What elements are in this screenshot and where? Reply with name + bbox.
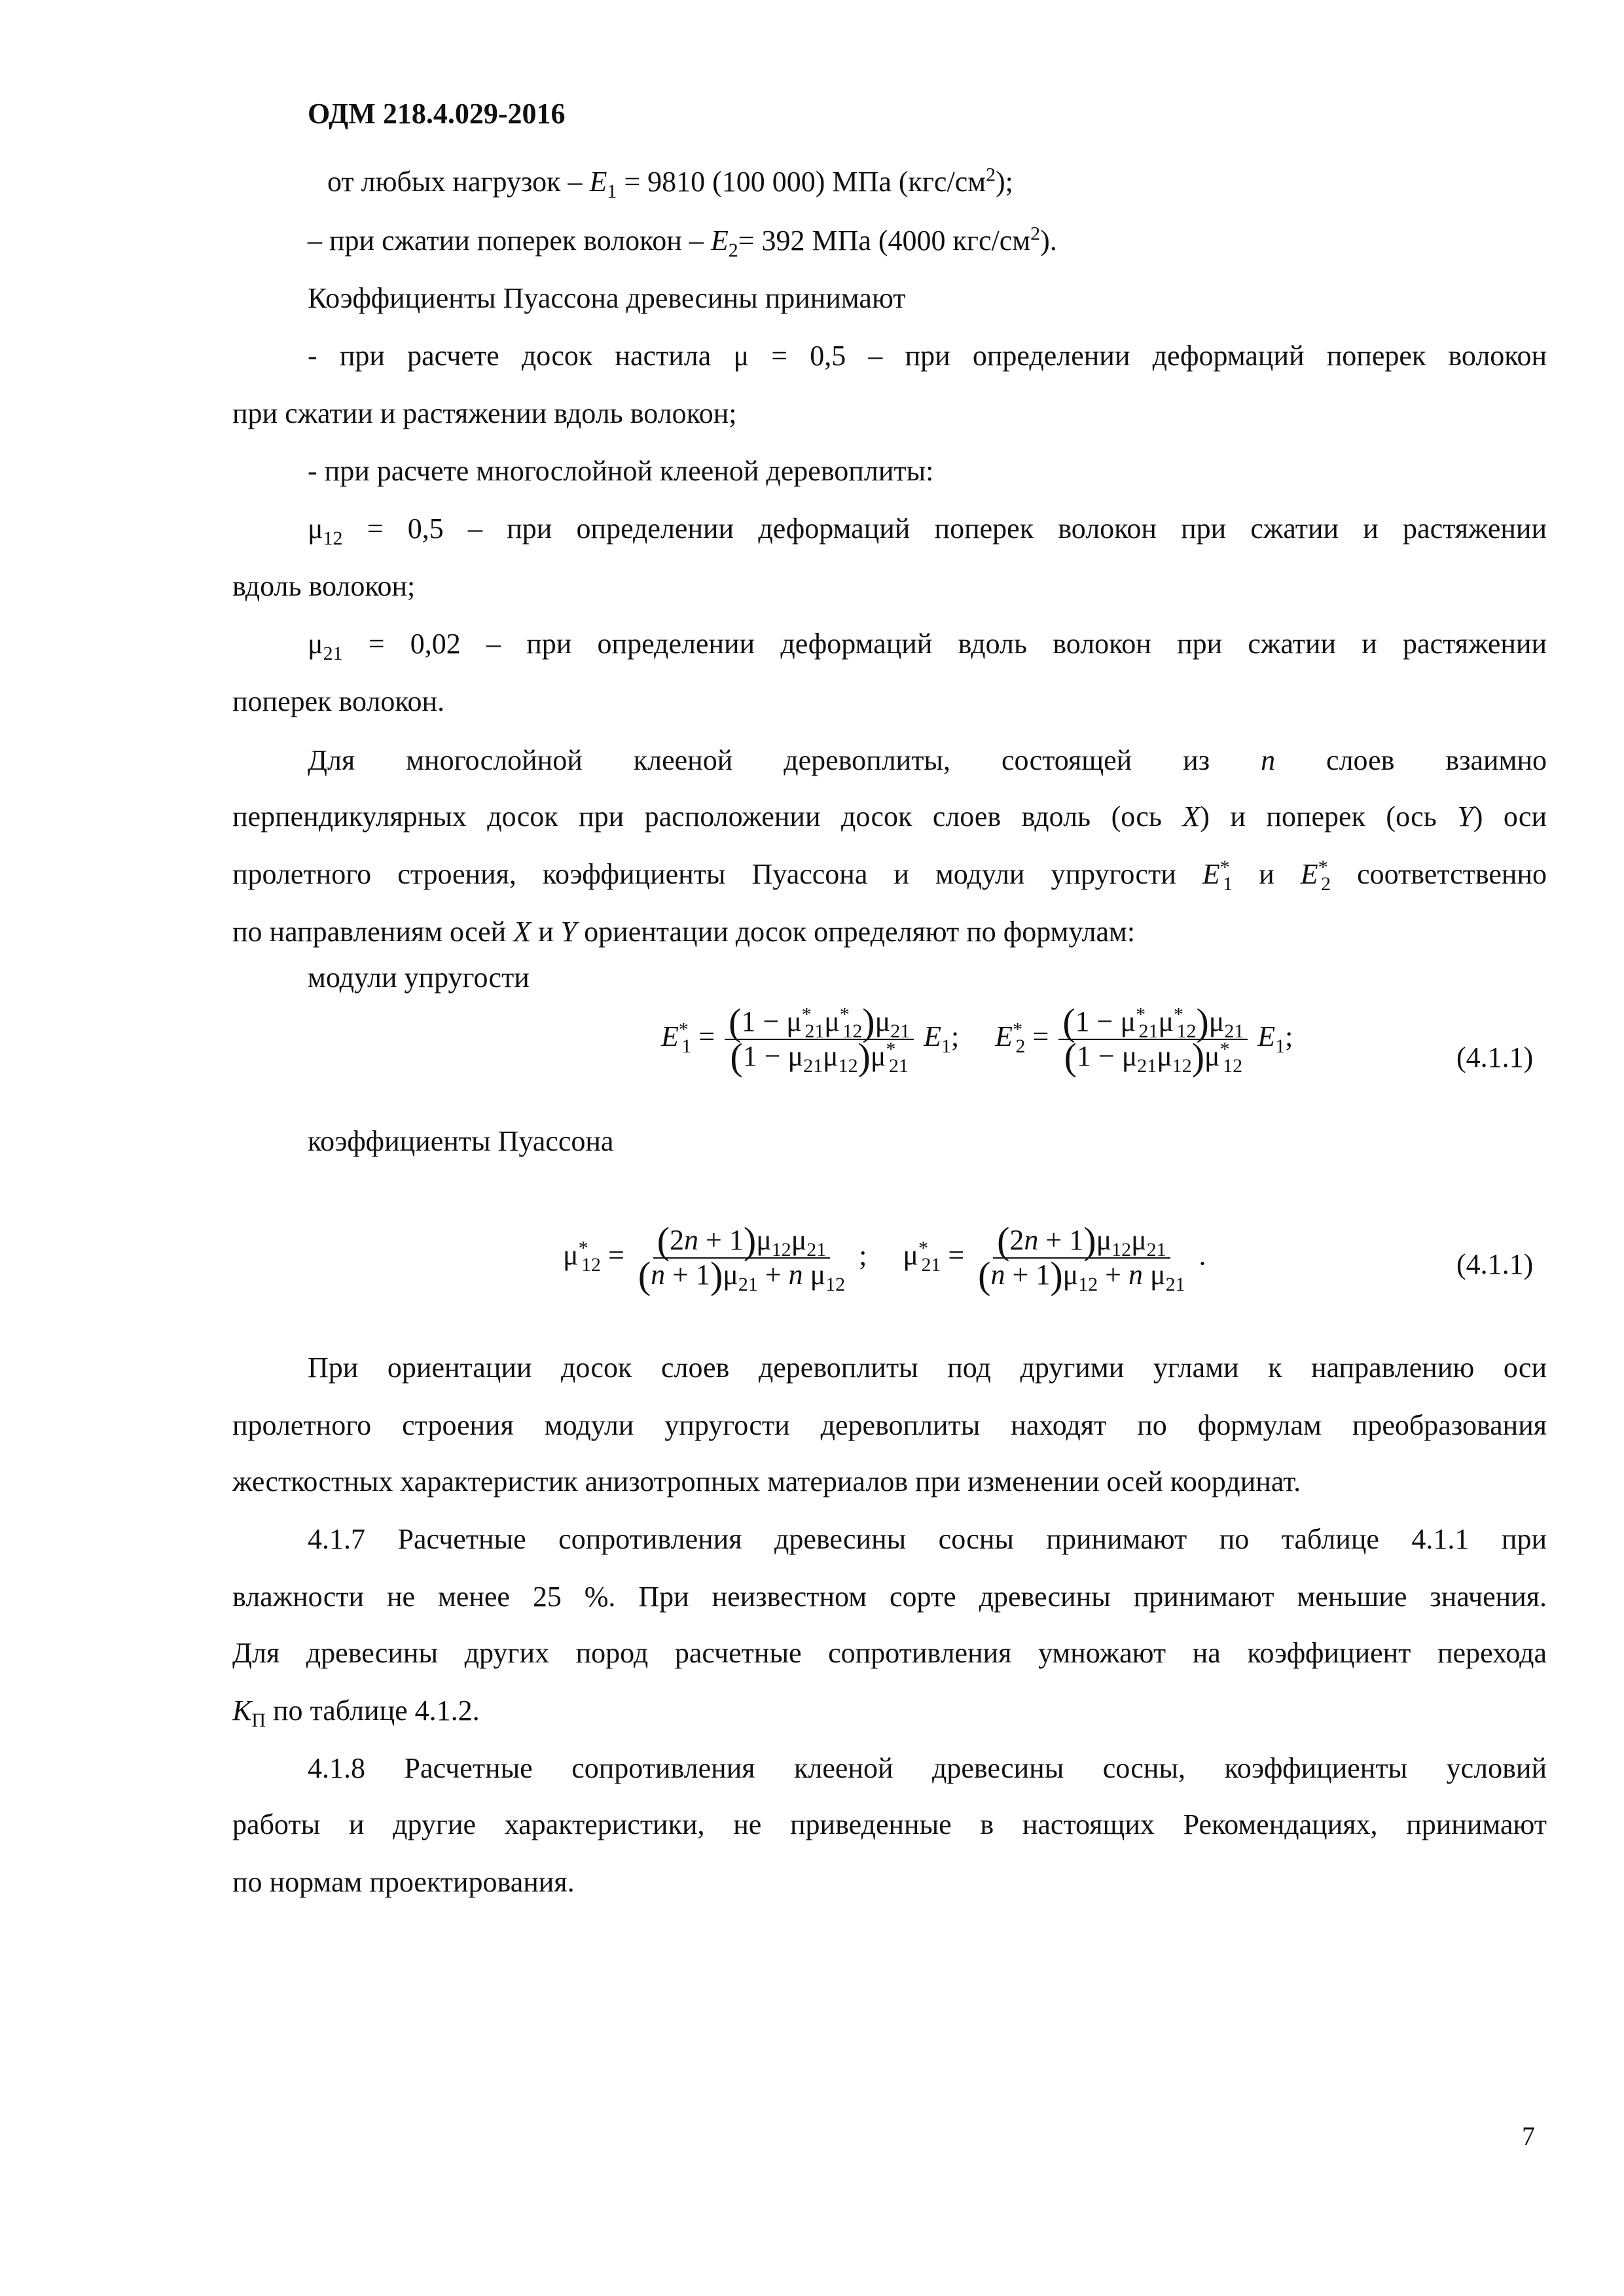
para-n-line4	[232, 915, 1135, 948]
orient-line2: пролетного строения модули упругости деревоплиты находят по формулам преобразования	[232, 1409, 1547, 1441]
equation-number-2: (4.1.1)	[1456, 1248, 1534, 1280]
document-header: ОДМ 218.4.029-2016	[308, 98, 566, 130]
text-fragment: = 0,5 – при определении деформаций поперек волокон при сжатии и растяжении	[342, 512, 1547, 545]
para-n-line2	[232, 800, 1547, 833]
page-number: 7	[1522, 2121, 1535, 2151]
e2-star-symbol: $E^*_2$	[1300, 856, 1331, 895]
text-fragment: = 9810 (100 000) МПа (кгс/см	[617, 166, 986, 198]
poisson-title: Коэффициенты Пуассона древесины принимают	[308, 282, 906, 314]
mu-symbol: μ	[308, 512, 323, 545]
text-fragment: перпендикулярных досок при расположении досок слоев вдоль (ось	[232, 800, 1183, 833]
section-418-line1: 4.1.8 Расчетные сопротивления клееной древесины сосны, коэффициенты условий	[308, 1752, 1547, 1784]
fraction-mu21: $\frac{(2n + 1)\mu_{12}\mu_{21}}{(n + 1)\mu_{12} + n \mu_{21}}$	[978, 1219, 1185, 1297]
e2-star-lhs: $E^*_2$ =	[995, 1018, 1049, 1058]
var-x: X	[513, 916, 532, 948]
para-n-line1	[308, 744, 1547, 777]
fraction-mu12: $\frac{(2n + 1)\mu_{12}\mu_{21}}{(n + 1)\mu_{21} + n \mu_{12}}$	[638, 1219, 846, 1297]
text-fragment: Для многослойной клееной деревоплиты, состоящей из	[308, 744, 1261, 776]
var-x: X	[1182, 800, 1200, 833]
text-fragment: – при сжатии поперек волокон –	[308, 224, 711, 257]
mu12-line	[308, 512, 1547, 549]
text-fragment: и	[1233, 858, 1301, 890]
text-fragment: ) оси	[1473, 800, 1547, 833]
orient-line1: При ориентации досок слоев деревоплиты под другими углами к направлению оси	[308, 1352, 1547, 1384]
superscript: 2	[1030, 223, 1041, 245]
desk-poisson-line1: - при расчете досок настила μ = 0,5 – при определении деформаций поперек волокон	[308, 340, 1547, 372]
mu21-cont: поперек волокон.	[232, 685, 445, 717]
poisson-label: коэффициенты Пуассона	[308, 1125, 614, 1157]
text-fragment: = 392 МПа (4000 кгс/см	[738, 224, 1031, 257]
section-418-line3: по нормам проектирования.	[232, 1866, 575, 1898]
mu12-star-lhs: $\mu^*_{12}$ =	[563, 1237, 624, 1276]
text-fragment: слоев взаимно	[1275, 744, 1547, 776]
mu21-line	[308, 627, 1547, 664]
moduli-label: модули упругости	[308, 961, 530, 994]
subscript: 21	[323, 642, 343, 664]
var-y: Y	[1457, 800, 1473, 833]
var-k: K	[232, 1695, 252, 1727]
text-fragment: );	[996, 166, 1013, 198]
equation-number-1: (4.1.1)	[1456, 1041, 1534, 1073]
e1-star-symbol: $E^*_1$	[1202, 856, 1233, 895]
text-line-e2	[308, 223, 1057, 261]
subscript: 2	[728, 239, 738, 261]
subscript: 12	[323, 527, 343, 549]
section-417-line4	[232, 1694, 480, 1731]
mu12-cont: вдоль волокон;	[232, 570, 416, 602]
var-y: Y	[560, 916, 577, 948]
subscript: П	[251, 1709, 266, 1731]
mu-symbol: μ	[308, 628, 323, 660]
section-417-line2: влажности не менее 25 %. При неизвестном сорте древесины принимают меньшие значения.	[232, 1581, 1547, 1613]
text-fragment: пролетного строения, коэффициенты Пуассона и модули упругости	[232, 858, 1202, 890]
var-e: E	[589, 166, 607, 198]
orient-line3: жесткостных характеристик анизотропных материалов при изменении осей координат.	[232, 1465, 1301, 1498]
section-418-line2: работы и другие характеристики, не приведенные в настоящих Рекомендациях, принимают	[232, 1808, 1547, 1840]
desk-poisson-line2: при сжатии и растяжении вдоль волокон;	[232, 397, 737, 429]
formula-poisson: $\mu^*_{12}$ = $\frac{(2n + 1)\mu_{12}\mu_{21}}{(n + 1)\mu_{21} + n \mu_{12}}$ ; $\mu^*_{21}$ = $\frac{(2n + 1)\mu_{12}\mu_{21}}{(n + 1)\mu_{12} + n \mu_{21}}$ .	[563, 1219, 1206, 1297]
superscript: 2	[986, 164, 996, 186]
formula-moduli: $E^*_1$ = $\frac{(1 - \mu^*_{21}\mu^*_{12})\mu_{21}}{(1 - \mu_{21}\mu_{12})\mu^*_{21}}$ $E_1$; $E^*_2$ = $\frac{(1 - \mu^*_{21}\mu^*_{12})\mu_{21}}{(1 - \mu_{21}\mu_{12})\mu^*_{12}}$ $E_1$;	[661, 1001, 1293, 1079]
glued-plate-line: - при расчете многослойной клееной деревоплиты:	[308, 455, 934, 487]
text-line-e1	[327, 164, 1013, 202]
text-fragment: = 0,02 – при определении деформаций вдоль волокон при сжатии и растяжении	[342, 628, 1547, 660]
text-fragment: ориентации досок определяют по формулам:	[577, 916, 1136, 948]
text-fragment: по направлениям осей	[232, 916, 514, 948]
var-n: n	[1261, 744, 1276, 776]
e1-star-lhs: $E^*_1$ =	[661, 1018, 715, 1058]
mu21-star-lhs: $\mu^*_{21}$ =	[903, 1237, 965, 1276]
para-n-line3	[232, 856, 1547, 895]
text-fragment: от любых нагрузок –	[327, 166, 590, 198]
section-417-line1: 4.1.7 Расчетные сопротивления древесины сосны принимают по таблице 4.1.1 при	[308, 1523, 1547, 1555]
text-fragment: и	[531, 916, 561, 948]
var-e: E	[710, 224, 729, 257]
section-417-line3: Для древесины других пород расчетные сопротивления умножают на коэффициент перехода	[232, 1637, 1547, 1669]
text-fragment: ).	[1040, 224, 1057, 257]
text-fragment: соответственно	[1331, 858, 1547, 890]
text-fragment: по таблице 4.1.2.	[265, 1695, 480, 1727]
subscript: 1	[607, 180, 617, 202]
text-fragment: ) и поперек (ось	[1200, 800, 1458, 833]
fraction-e1: $\frac{(1 - \mu^*_{21}\mu^*_{12})\mu_{21}}{(1 - \mu_{21}\mu_{12})\mu^*_{21}}$	[725, 1007, 914, 1073]
fraction-e2: $\frac{(1 - \mu^*_{21}\mu^*_{12})\mu_{21}}{(1 - \mu_{21}\mu_{12})\mu^*_{12}}$	[1058, 1007, 1248, 1073]
